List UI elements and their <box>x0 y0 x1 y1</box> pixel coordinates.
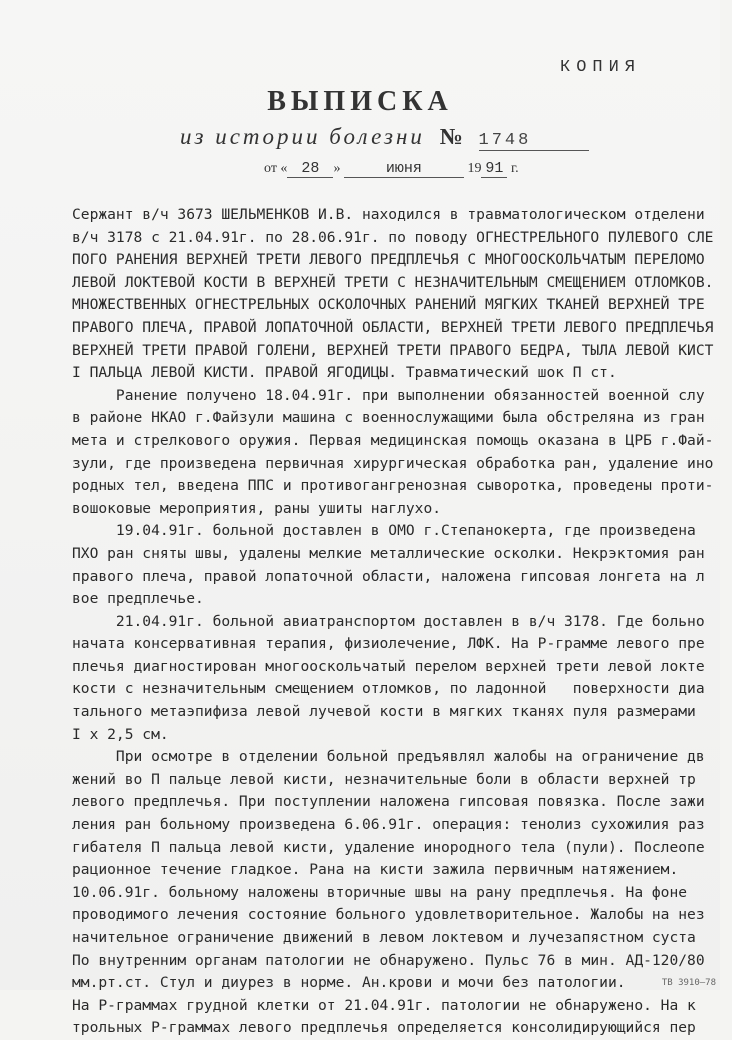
body-line: начата консервативная терапия, физиолечение, ЛФК. На Р-грамме левого пре <box>72 635 705 653</box>
number-sign: № <box>439 124 466 149</box>
body-line: в/ч 3178 с 21.04.91г. по 28.06.91г. по поводу ОГНЕСТРЕЛЬНОГО ПУЛЕВОГО СЛЕ <box>72 228 714 246</box>
body-line: По внутренним органам патологии не обнаружено. Пульс 76 в мин. АД-120/80 <box>72 951 705 969</box>
date-day: 28 <box>287 160 333 178</box>
body-line: плечья диагностирован многооскольчатый перелом верхней трети левой локте <box>72 657 705 675</box>
body-line: 10.06.91г. больному наложены вторичные швы на рану предплечья. На фоне <box>72 883 688 901</box>
body-line: в районе НКАО г.Файзули машина с военнослужащими была обстреляна из гран <box>72 409 705 427</box>
body-line: Ранение получено 18.04.91г. при выполнении обязанностей военной слу <box>72 386 705 404</box>
body-line: На Р-граммах грудной клетки от 21.04.91г. патологии не обнаружено. На к <box>72 996 696 1014</box>
subtitle-text: из истории болезни <box>180 124 425 149</box>
body-line: гибателя П пальца левой кисти, удаление инородного тела (пули). Послеопе <box>72 838 705 856</box>
body-line: I ПАЛЬЦА ЛЕВОЙ КИСТИ. ПРАВОЙ ЯГОДИЦЫ. Травматический шок П ст. <box>72 364 617 382</box>
body-line: начительное ограничение движений в левом локтевом и лучезапястном суста <box>72 929 696 946</box>
body-line: вое предплечье. <box>72 590 204 608</box>
body-line: МНОЖЕСТВЕННЫХ ОГНЕСТРЕЛЬНЫХ ОСКОЛОЧНЫХ РАНЕНИЙ МЯГКИХ ТКАНЕЙ ВЕРХНЕЙ ТРЕ <box>72 296 705 314</box>
body-line: родных тел, введена ППС и противогангренозная сыворотка, проведены проти- <box>72 477 714 495</box>
body-line: При осмотре в отделении больной предъявлял жалобы на ограничение дв <box>72 748 705 766</box>
body-line: I х 2,5 см. <box>72 725 169 743</box>
body-line: ЛЕВОЙ ЛОКТЕВОЙ КОСТИ В ВЕРХНЕЙ ТРЕТИ С НЕЗНАЧИТЕЛЬНЫМ СМЕЩЕНИЕМ ОТЛОМКОВ. <box>72 273 714 291</box>
body-line: ВЕРХНЕЙ ТРЕТИ ПРАВОЙ ГОЛЕНИ, ВЕРХНЕЙ ТРЕТИ ПРАВОГО БЕДРА, ТЫЛА ЛЕВОЙ КИСТ <box>72 341 714 359</box>
body-line: кости с незначительным смещением отломков, по ладонной поверхности диа <box>72 680 705 698</box>
body-line: вошоковые мероприятия, раны ушиты наглухо. <box>72 499 442 517</box>
document-title: ВЫПИСКА <box>267 86 453 117</box>
date-line <box>264 160 519 178</box>
body-line: зули, где произведена первичная хирургическая обработка ран, удаление ино <box>72 454 714 472</box>
body-line: мм.рт.ст. Стул и диурез в норме. Ан.крови и мочи без патологии. <box>72 974 626 992</box>
body-line: ПОГО РАНЕНИЯ ВЕРХНЕЙ ТРЕТИ ЛЕВОГО ПРЕДПЛЕЧЬЯ С МНОГООСКОЛЬЧАТЫМ ПЕРЕЛОМО <box>72 251 705 269</box>
body-line: ПРАВОГО ПЛЕЧА, ПРАВОЙ ЛОПАТОЧНОЙ ОБЛАСТИ, ВЕРХНЕЙ ТРЕТИ ЛЕВОГО ПРЕДПЛЕЧЬЯ <box>72 318 714 336</box>
date-suffix: г. <box>510 161 519 176</box>
body-line: рационное течение гладкое. Рана на кисти зажила первичным натяжением. <box>72 861 679 879</box>
date-mid: » <box>333 161 341 176</box>
date-prefix: от « <box>264 161 288 176</box>
form-code: ТВ 3910—78 <box>661 978 716 988</box>
body-line: жений во П пальце левой кисти, незначительные боли в области верхней тр <box>72 770 696 788</box>
document-subtitle <box>180 124 589 151</box>
record-number: 1748 <box>479 131 589 151</box>
body-line: тального метаэпифиза левой лучевой кости в мягких тканях пуля размерами <box>72 703 696 721</box>
document-body <box>72 204 732 1040</box>
body-line: ления ран больному произведена 6.06.91г. операция: тенолиз сухожилия раз <box>72 816 705 834</box>
body-line: 21.04.91г. больной авиатранспортом доставлен в в/ч 3178. Где больно <box>72 612 705 630</box>
body-line: проводимого лечения состояние больного удовлетворительное. Жалобы на нез <box>72 906 705 924</box>
copy-stamp: КОПИЯ <box>560 58 642 77</box>
body-line: левого предплечья. При поступлении наложена гипсовая повязка. После зажи <box>72 793 705 811</box>
body-line: правого плеча, правой лопаточной области, наложена гипсовая лонгета на л <box>72 567 705 585</box>
date-year-prefix: 19 <box>467 161 482 176</box>
body-line: трольных Р-граммах левого предплечья определяется консолидирующийся пер <box>72 1019 696 1037</box>
date-month: июня <box>344 160 464 178</box>
date-year: 91 <box>481 160 507 178</box>
body-line: мета и стрелкового оружия. Первая медицинская помощь оказана в ЦРБ г.Фай- <box>72 431 714 449</box>
body-line: ПХО ран сняты швы, удалены мелкие металлические осколки. Некрэктомия ран <box>72 544 705 562</box>
body-line: 19.04.91г. больной доставлен в ОМО г.Степанокерта, где произведена <box>72 522 696 540</box>
body-line: Сержант в/ч 3673 ШЕЛЬМЕНКОВ И.В. находился в травматологическом отделени <box>72 206 705 223</box>
